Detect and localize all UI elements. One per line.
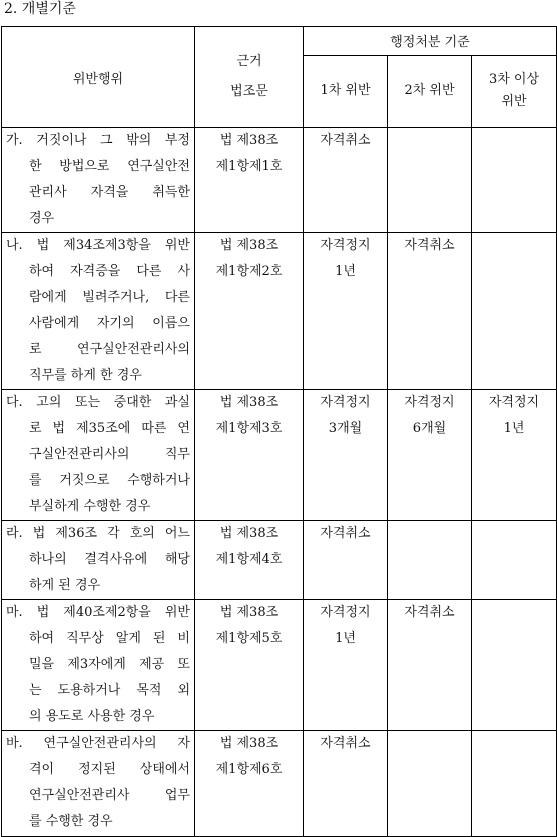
first-text-line: 자격취소 [320, 133, 371, 148]
header-disposition-group: 행정처분 기준 [304, 27, 557, 56]
basis-text-line: 제1항제4호 [215, 552, 283, 567]
second-cell [388, 521, 472, 600]
violation-cell [2, 731, 195, 837]
violation-text-line: 나. 법 제34조제3항을 위반 [6, 238, 190, 253]
violation-text-line: 직무를 하게 한 경우 [29, 368, 142, 383]
second-cell [388, 600, 472, 731]
table-row [2, 128, 557, 233]
basis-cell [195, 233, 304, 390]
table-row [2, 731, 557, 837]
basis-cell [195, 521, 304, 600]
violation-cell [2, 128, 195, 233]
header-third-line1: 3차 이상 [488, 72, 540, 88]
basis-text-line: 법 제38조 [219, 395, 279, 410]
violation-text-line: 의 용도로 사용한 경우 [29, 709, 155, 724]
first-text-line: 3개월 [328, 421, 363, 436]
second-cell [388, 128, 472, 233]
violation-text-line: 관리사 자격을 취득한 [29, 185, 190, 200]
table-row [2, 600, 557, 731]
header-third-line2: 위반 [501, 94, 527, 110]
violation-text-line: 하나의 결격사유에 해당 [29, 552, 190, 567]
first-cell [304, 233, 388, 390]
third-text-line: 자격정지 [488, 395, 540, 410]
violation-text-line: 하게 된 경우 [29, 578, 101, 593]
basis-text-line: 법 제38조 [219, 133, 279, 148]
table-row [2, 233, 557, 390]
violation-text-line: 경우 [29, 211, 55, 226]
first-text-line: 1년 [335, 264, 356, 279]
violation-cell [2, 521, 195, 600]
basis-text-line: 제1항제5호 [215, 631, 283, 646]
header-second-violation: 2차 위반 [388, 55, 472, 127]
basis-text-line: 제1항제1호 [215, 159, 283, 174]
basis-text-line: 법 제38조 [219, 526, 279, 541]
violation-text-line: 격이 정지된 상태에서 [29, 762, 190, 777]
first-text-line: 자격정지 [320, 605, 371, 620]
first-cell [304, 731, 388, 837]
third-cell [472, 128, 557, 233]
violation-text-line: 를 수행한 경우 [29, 814, 113, 829]
header-basis-line2: 법조문 [230, 84, 268, 99]
violation-text-line: 부실하게 수행한 경우 [29, 499, 151, 514]
basis-text-line: 법 제38조 [219, 605, 279, 620]
first-text-line: 자격정지 [320, 238, 371, 253]
basis-cell [195, 731, 304, 837]
header-third-violation [472, 55, 557, 127]
header-legal-basis [195, 27, 304, 128]
violation-text-line: 하여 직무상 알게 된 비 [29, 631, 190, 646]
second-cell [388, 233, 472, 390]
violation-text-line: 가. 거짓이나 그 밖의 부정 [6, 133, 190, 148]
violation-text-line: 한 방법으로 연구실안전 [29, 159, 190, 174]
third-cell [472, 731, 557, 837]
basis-cell [195, 128, 304, 233]
first-text-line: 자격취소 [320, 526, 371, 541]
violation-text-line: 바. 연구실안전관리사의 자 [6, 736, 190, 751]
violation-cell [2, 390, 195, 521]
third-cell [472, 233, 557, 390]
first-text-line: 1년 [335, 631, 356, 646]
header-basis-line1: 근거 [236, 54, 262, 69]
violation-text-line: 로 연구실안전관리사의 [29, 342, 190, 357]
basis-text-line: 제1항제6호 [215, 762, 283, 777]
violation-text-line: 를 거짓으로 수행하거나 [29, 473, 190, 488]
violation-text-line: 는 도용하거나 목적 외 [29, 683, 190, 698]
second-cell [388, 731, 472, 837]
third-text-line: 1년 [503, 421, 525, 436]
first-cell [304, 521, 388, 600]
basis-text-line: 법 제38조 [219, 736, 279, 751]
table-row [2, 390, 557, 521]
violation-text-line: 밀을 제3자에게 제공 또 [29, 657, 190, 672]
third-cell [472, 521, 557, 600]
violation-text-line: 구실안전관리사의 직무 [29, 447, 190, 462]
violation-cell [2, 233, 195, 390]
second-cell [388, 390, 472, 521]
first-text-line: 자격정지 [320, 395, 371, 410]
third-cell [472, 390, 557, 521]
basis-text-line: 제1항제2호 [215, 264, 283, 279]
second-text-line: 자격취소 [404, 238, 455, 253]
violation-text-line: 로 법 제35조에 따른 연 [29, 421, 190, 436]
violation-text-line: 하여 자격증을 다른 사 [29, 264, 190, 279]
first-cell [304, 390, 388, 521]
violation-text-line: 다. 고의 또는 중대한 과실 [6, 395, 190, 410]
violation-cell [2, 600, 195, 731]
second-text-line: 자격취소 [404, 605, 455, 620]
second-text-line: 자격정지 [404, 395, 455, 410]
violation-text-line: 라. 법 제36조 각 호의 어느 [6, 526, 190, 541]
basis-text-line: 법 제38조 [219, 238, 279, 253]
violation-text-line: 사람에게 자기의 이름으 [29, 316, 190, 331]
basis-cell [195, 600, 304, 731]
table-row [2, 521, 557, 600]
basis-cell [195, 390, 304, 521]
first-text-line: 자격취소 [320, 736, 371, 751]
disposition-standards-table [1, 26, 557, 837]
first-cell [304, 600, 388, 731]
violation-text-line: 연구실안전관리사 업무 [29, 788, 190, 803]
header-first-violation: 1차 위반 [304, 55, 388, 127]
first-cell [304, 128, 388, 233]
violation-text-line: 람에게 빌려주거나, 다른 [29, 290, 190, 305]
header-violation: 위반행위 [2, 27, 195, 128]
violation-text-line: 마. 법 제40조제2항을 위반 [6, 605, 190, 620]
basis-text-line: 제1항제3호 [215, 421, 283, 436]
section-heading: 2. 개별기준 [4, 1, 76, 17]
third-cell [472, 600, 557, 731]
second-text-line: 6개월 [412, 421, 447, 436]
